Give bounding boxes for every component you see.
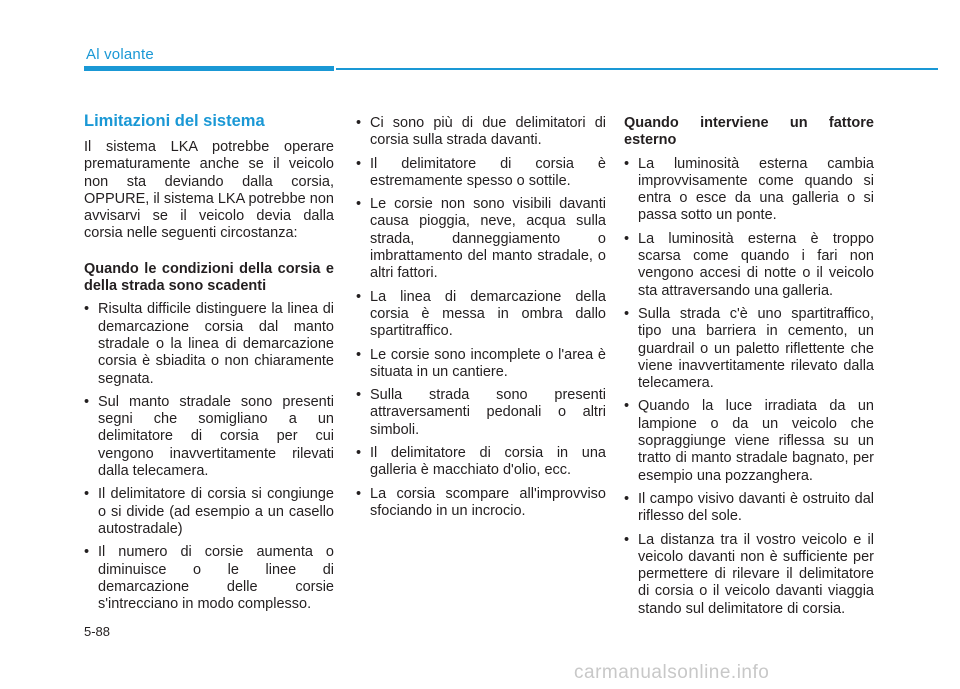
header-rule-thick [84,66,334,71]
bullet-icon: • [356,196,362,213]
list-item [84,486,334,538]
list-item-text: La linea di demarcazione della corsia è messa in ombra dallo spartitraffico. [370,288,606,340]
bullet-icon: • [356,288,362,305]
list-item [356,445,606,480]
list-item [624,532,874,618]
list-item-text: Il delimitatore di corsia in una galleria è macchiato d'olio, ecc. [370,445,606,479]
bullet-list-right [624,156,874,618]
list-item [356,347,606,382]
column-right [624,115,874,624]
bullet-icon: • [356,387,362,404]
list-item-text: Il delimitatore di corsia si congiunge o si divide (ad esempio a un casello autostradale) [98,486,334,537]
bullet-list-left [84,301,334,613]
list-item [84,544,334,613]
list-item-text: Il numero di corsie aumenta o diminuisce o le linee di demarcazione delle corsie s'intrecciano in modo complesso. [98,544,334,613]
bullet-list-middle [356,115,606,520]
bullet-icon: • [356,445,362,462]
list-item [624,306,874,392]
list-item-text: Sul manto stradale sono presenti segni che somigliano a un delimitatore di corsia per cui vengono inavvertitamente rilevati dalla telecamera. [98,393,334,480]
list-item [84,394,334,480]
bullet-icon: • [356,346,362,363]
bullet-icon: • [84,393,90,410]
list-item [624,398,874,484]
list-item [356,196,606,282]
bullet-icon: • [356,155,362,172]
header-rule-thin [336,68,938,70]
list-item-text: Sulla strada sono presenti attraversamenti pedonali o altri simboli. [370,387,606,438]
list-item [624,156,874,225]
list-item-text: Sulla strada c'è uno spartitraffico, tipo una barriera in cemento, un guardrail o un paletto riflettente che viene inavvertitamente rilevato dalla telecamera. [638,305,874,392]
page-number: 5-88 [84,624,111,639]
bullet-icon: • [624,230,630,247]
bullet-icon: • [624,490,630,507]
subhead-road-conditions: Quando le condizioni della corsia e della strada sono scadenti [84,260,334,295]
bullet-icon: • [624,531,630,548]
list-item-text: La distanza tra il vostro veicolo e il veicolo davanti non è sufficiente per permettere di rilevare il delimitatore di corsia o il veicolo davanti viaggia stando sul delimitatore di corsia. [638,531,874,617]
list-item-text: Quando la luce irradiata da un lampione o da un veicolo che sopraggiunge viene riflessa su un tratto di manto stradale bagnato, per esempio una pozzanghera. [638,398,874,484]
list-item [356,115,606,150]
list-item-text: La luminosità esterna cambia improvvisamente come quando si entra o esce da una galleria o si passa sotto un ponte. [638,155,874,224]
list-item-text: Ci sono più di due delimitatori di corsia sulla strada davanti. [370,115,606,149]
list-item-text: Il campo visivo davanti è ostruito dal riflesso del sole. [638,490,874,525]
bullet-icon: • [84,544,90,561]
list-item [356,156,606,191]
subhead-external-factor: Quando interviene un fattore esterno [624,115,874,149]
bullet-icon: • [356,115,362,131]
list-item-text: Risulta difficile distinguere la linea di demarcazione corsia dal manto stradale o la linea di demarcazione corsia è sbiadita o non chiaramente segnata. [98,301,334,387]
bullet-icon: • [84,486,90,503]
column-middle [356,115,606,526]
list-item [356,387,606,439]
list-item-text: La luminosità esterna è troppo scarsa come quando i fari non vengono accesi di notte o il veicolo sta attraversando una galleria. [638,230,874,299]
bullet-icon: • [84,301,90,318]
list-item [624,491,874,526]
list-item [356,289,606,341]
list-item [624,231,874,300]
watermark-text: carmanualsonline.info [574,662,770,683]
bullet-icon: • [624,305,630,322]
header-title: Al volante [86,46,154,63]
list-item [356,486,606,521]
list-item-text: La corsia scompare all'improvviso sfociando in un incrocio. [370,485,606,519]
list-item-text: Le corsie sono incomplete o l'area è situata in un cantiere. [370,346,606,380]
bullet-icon: • [624,398,630,415]
bullet-icon: • [356,485,362,502]
bullet-icon: • [624,155,630,172]
list-item-text: Le corsie non sono visibili davanti causa pioggia, neve, acqua sulla strada, danneggiamento o imbrattamento del manto stradale, o altri fattori. [370,196,606,282]
column-left [84,111,334,619]
list-item [84,301,334,387]
list-item-text: Il delimitatore di corsia è estremamente spesso o sottile. [370,155,606,189]
section-title: Limitazioni del sistema [84,112,265,130]
intro-paragraph: Il sistema LKA potrebbe operare prematuramente anche se il veicolo non sta deviando dalla corsia, OPPURE, il sistema LKA potrebbe non avvisarvi se il veicolo devia dalla corsia nelle seguenti circostanza: [84,139,334,242]
